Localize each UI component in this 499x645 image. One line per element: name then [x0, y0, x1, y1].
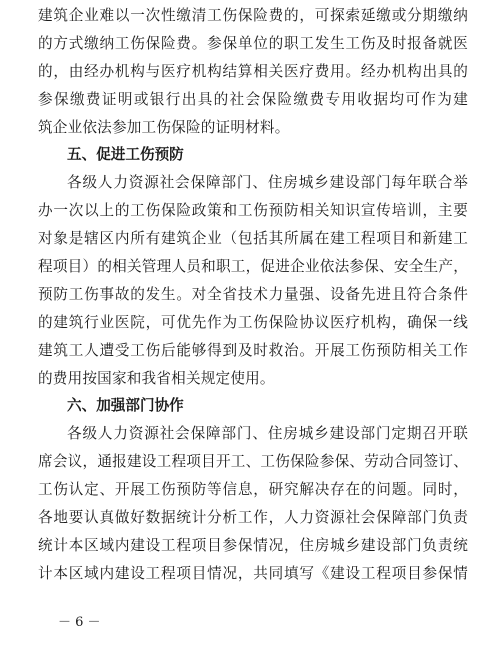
text-line: 办一次以上的工伤保险政策和工伤预防相关知识宣传培训，主要: [38, 202, 468, 220]
section-heading-department-cooperation: 六、加强部门协作: [67, 397, 184, 415]
text-line: 参保缴费证明或银行出具的社会保险缴费专用收据均可作为建: [38, 90, 468, 108]
text-line: 建筑工人遭受工伤后能够得到及时救治。开展工伤预防相关工作: [38, 341, 468, 359]
text-line: 的费用按国家和我省相关规定使用。: [38, 369, 275, 387]
text-line: 各级人力资源社会保障部门、住房城乡建设部门每年联合举: [67, 174, 468, 192]
text-line: 工伤认定、开展工伤预防等信息，研究解决存在的问题。同时，: [38, 481, 468, 499]
text-line: 的方式缴纳工伤保险费。参保单位的职工发生工伤及时报备就医: [38, 34, 468, 52]
text-line: 对象是辖区内所有建筑企业（包括其所属在建工程项目和新建工: [38, 230, 468, 248]
text-line: 筑企业依法参加工伤保险的证明材料。: [38, 118, 290, 136]
text-line: 预防工伤事故的发生。对全省技术力量强、设备先进且符合条件: [38, 285, 468, 303]
paragraph-payment: [38, 2, 468, 588]
text-line: 程项目）的相关管理人员和职工，促进企业依法参保、安全生产，: [38, 258, 468, 276]
text-line: 各级人力资源社会保障部门、住房城乡建设部门定期召开联: [67, 425, 468, 443]
text-line: 各地要认真做好数据统计分析工作，人力资源社会保障部门负责: [38, 509, 468, 527]
text-line: 的，由经办机构与医疗机构结算相关医疗费用。经办机构出具的: [38, 62, 468, 80]
text-line: 席会议，通报建设工程项目开工、工伤保险参保、劳动合同签订、: [38, 453, 468, 471]
section-heading-injury-prevention: 五、促进工伤预防: [67, 146, 184, 164]
text-line: 计本区域内建设工程项目情况，共同填写《建设工程项目参保情: [38, 564, 468, 582]
text-line: 建筑企业难以一次性缴清工伤保险费的，可探索延缴或分期缴纳: [38, 7, 468, 24]
text-line: 的建筑行业医院，可优先作为工伤保险协议医疗机构，确保一线: [38, 313, 468, 331]
text-line: 统计本区域内建设工程项目参保情况，住房城乡建设部门负责统: [38, 536, 468, 554]
page-number: － 6 －: [58, 615, 101, 630]
